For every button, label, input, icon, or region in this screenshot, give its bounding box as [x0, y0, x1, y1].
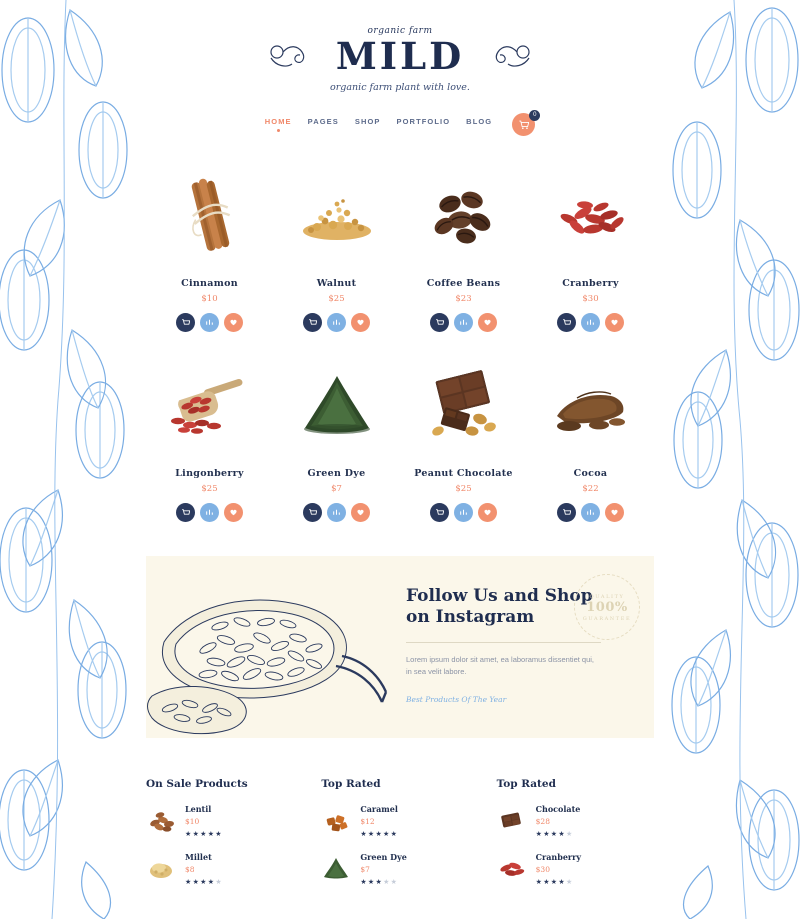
- add-to-cart-icon: [435, 318, 444, 327]
- product-price: $22: [582, 484, 599, 494]
- product-name: Coffee Beans: [426, 278, 501, 289]
- product-name: Walnut: [316, 278, 357, 289]
- site-logo-title[interactable]: MILD: [335, 34, 465, 78]
- badge-percent-value: 100: [586, 599, 615, 615]
- list-item[interactable]: [146, 852, 303, 886]
- compare-button[interactable]: [327, 313, 346, 332]
- list-item[interactable]: [321, 852, 478, 886]
- compare-button[interactable]: [581, 503, 600, 522]
- product-price: $25: [455, 484, 472, 494]
- rating-stars: ★★★★★: [535, 879, 574, 886]
- product-name: Green Dye: [307, 468, 366, 479]
- wishlist-button[interactable]: [224, 503, 243, 522]
- product-actions: [400, 503, 527, 522]
- brand-row: [132, 34, 668, 78]
- mini-product-info: [536, 804, 581, 838]
- mini-product-info: [185, 852, 223, 886]
- nav-item-home[interactable]: HOME: [265, 117, 292, 132]
- wishlist-button[interactable]: [605, 503, 624, 522]
- wishlist-button[interactable]: [605, 313, 624, 332]
- list-item[interactable]: [497, 852, 654, 886]
- product-image-cranberry: [527, 166, 654, 264]
- mini-product-image-caramel: [321, 804, 351, 834]
- compare-button[interactable]: [327, 503, 346, 522]
- product-price: $30: [582, 294, 599, 304]
- product-image-cinnamon: [146, 166, 273, 264]
- mini-product-price: $12: [360, 817, 375, 826]
- badge-percent: 100%: [586, 599, 628, 615]
- compare-icon: [205, 318, 214, 327]
- mini-product-price: $8: [185, 865, 195, 874]
- swirl-ornament-right-icon: [480, 40, 532, 74]
- product-grid: [132, 166, 668, 522]
- mini-product-name: Cranberry: [535, 852, 581, 862]
- banner-illustration-seeds-scoop: [146, 556, 394, 738]
- product-name: Cranberry: [562, 278, 619, 289]
- add-to-cart-button[interactable]: [303, 503, 322, 522]
- product-image-walnut: [273, 166, 400, 264]
- site-header: [132, 0, 668, 93]
- badge-top-label: QUALITY: [589, 593, 625, 600]
- mini-product-image-cranberry: [497, 852, 527, 882]
- product-price: $7: [331, 484, 342, 494]
- compare-icon: [586, 508, 595, 517]
- mini-product-info: [536, 852, 581, 886]
- wishlist-button[interactable]: [478, 503, 497, 522]
- mini-product-image-lentil: [146, 804, 176, 834]
- rating-stars: ★★★★★: [535, 831, 574, 838]
- bottom-product-lists: [132, 778, 668, 919]
- banner-title-line2: on Instagram: [406, 607, 535, 628]
- add-to-cart-icon: [562, 318, 571, 327]
- leaf-pattern-svg-right: [668, 0, 800, 919]
- brand-pretitle: organic farm: [367, 26, 433, 36]
- add-to-cart-icon: [181, 508, 190, 517]
- nav-item-blog[interactable]: BLOG: [466, 117, 493, 126]
- rating-stars: ★★★★★: [360, 831, 399, 838]
- rating-stars: ★★★★★: [360, 879, 399, 886]
- product-card[interactable]: [273, 166, 400, 332]
- wishlist-button[interactable]: [224, 313, 243, 332]
- mini-product-image-chocolate: [497, 804, 527, 834]
- product-image-coffee-beans: [400, 166, 527, 264]
- add-to-cart-icon: [181, 318, 190, 327]
- compare-button[interactable]: [581, 313, 600, 332]
- banner-title-line1: Follow Us and Shop: [406, 586, 593, 606]
- instagram-banner: [146, 556, 654, 738]
- cart-button[interactable]: [512, 113, 535, 136]
- compare-button[interactable]: [454, 503, 473, 522]
- wishlist-button[interactable]: [351, 313, 370, 332]
- mini-product-price: $30: [535, 865, 550, 874]
- mini-product-info: [360, 852, 407, 886]
- product-image-lingonberry: [146, 356, 273, 454]
- add-to-cart-button[interactable]: [176, 503, 195, 522]
- leaf-pattern-svg-left: [0, 0, 132, 919]
- compare-button[interactable]: [200, 503, 219, 522]
- product-actions: [146, 313, 273, 332]
- add-to-cart-icon: [308, 318, 317, 327]
- nav-item-portfolio[interactable]: PORTFOLIO: [396, 117, 451, 126]
- compare-button[interactable]: [200, 313, 219, 332]
- wishlist-heart-icon: [483, 508, 492, 517]
- mini-product-price: $28: [535, 817, 550, 826]
- nav-item-pages[interactable]: PAGES: [307, 117, 339, 126]
- list-column-top-rated-2: [497, 778, 654, 900]
- brand-tagline: organic farm plant with love.: [330, 82, 470, 93]
- product-actions: [273, 313, 400, 332]
- product-actions: [527, 503, 654, 522]
- compare-icon: [586, 318, 595, 327]
- list-column-top-rated-1: [321, 778, 478, 900]
- product-card[interactable]: [527, 356, 654, 522]
- wishlist-button[interactable]: [478, 313, 497, 332]
- compare-icon: [332, 508, 341, 517]
- list-title: Top Rated: [496, 778, 556, 790]
- product-card[interactable]: [273, 356, 400, 522]
- product-image-peanut-chocolate: [400, 356, 527, 454]
- wishlist-heart-icon: [356, 318, 365, 327]
- product-name: Lingonberry: [175, 468, 244, 479]
- mini-product-info: [185, 804, 223, 838]
- product-card[interactable]: [146, 356, 273, 522]
- wishlist-heart-icon: [229, 318, 238, 327]
- banner-link[interactable]: Best Products Of The Year: [406, 695, 507, 704]
- cart-icon: [518, 119, 529, 130]
- compare-icon: [205, 508, 214, 517]
- mini-product-name: Millet: [185, 852, 212, 862]
- product-name: Peanut Chocolate: [414, 468, 513, 479]
- product-name: Cocoa: [573, 468, 608, 479]
- list-title: On Sale Products: [146, 778, 248, 790]
- product-price: $25: [328, 294, 345, 304]
- list-item[interactable]: [321, 804, 478, 838]
- wishlist-heart-icon: [229, 508, 238, 517]
- compare-icon: [332, 318, 341, 327]
- product-actions: [146, 503, 273, 522]
- add-to-cart-icon: [562, 508, 571, 517]
- mini-product-price: $10: [185, 817, 200, 826]
- mini-product-name: Green Dye: [360, 852, 407, 862]
- nav-item-shop[interactable]: SHOP: [354, 117, 381, 126]
- decorative-leaf-pattern-right: [668, 0, 800, 919]
- product-card[interactable]: [400, 356, 527, 522]
- cart-count-badge: 0: [529, 110, 540, 121]
- product-image-cocoa: [527, 356, 654, 454]
- compare-icon: [459, 318, 468, 327]
- mini-product-info: [360, 804, 398, 838]
- mini-product-price: $7: [360, 865, 370, 874]
- list-item[interactable]: [146, 804, 303, 838]
- product-actions: [273, 503, 400, 522]
- rating-stars: ★★★★★: [185, 879, 223, 886]
- product-card[interactable]: [146, 166, 273, 332]
- list-item[interactable]: [497, 804, 654, 838]
- mini-product-name: Caramel: [360, 804, 398, 814]
- add-to-cart-button[interactable]: [557, 313, 576, 332]
- decorative-leaf-pattern-left: [0, 0, 132, 919]
- wishlist-heart-icon: [483, 318, 492, 327]
- quality-guarantee-badge: [574, 574, 640, 640]
- add-to-cart-button[interactable]: [557, 503, 576, 522]
- swirl-ornament-left-icon: [268, 40, 320, 74]
- product-price: $23: [455, 294, 472, 304]
- rating-stars: ★★★★★: [185, 831, 223, 838]
- product-price: $25: [201, 484, 218, 494]
- product-card[interactable]: [400, 166, 527, 332]
- mini-product-name: Lentil: [185, 804, 212, 814]
- add-to-cart-icon: [308, 508, 317, 517]
- add-to-cart-button[interactable]: [303, 313, 322, 332]
- mini-product-image-millet: [146, 852, 176, 882]
- list-column-on-sale: [146, 778, 303, 900]
- banner-divider: [406, 642, 601, 643]
- list-title: Top Rated: [321, 778, 381, 790]
- add-to-cart-button[interactable]: [176, 313, 195, 332]
- main-navigation: [132, 113, 668, 136]
- wishlist-heart-icon: [356, 508, 365, 517]
- product-image-green-dye: [273, 356, 400, 454]
- compare-button[interactable]: [454, 313, 473, 332]
- product-card[interactable]: [527, 166, 654, 332]
- add-to-cart-icon: [435, 508, 444, 517]
- add-to-cart-button[interactable]: [430, 313, 449, 332]
- mini-product-name: Chocolate: [535, 804, 581, 814]
- product-name: Cinnamon: [181, 278, 238, 289]
- product-actions: [400, 313, 527, 332]
- main-content: [132, 0, 668, 919]
- banner-description: Lorem ipsum dolor sit amet, ea laboramus dissentiet qui, in sea velit labore.: [406, 654, 595, 677]
- wishlist-heart-icon: [610, 318, 619, 327]
- mini-product-image-green-dye: [321, 852, 351, 882]
- product-actions: [527, 313, 654, 332]
- compare-icon: [459, 508, 468, 517]
- wishlist-heart-icon: [610, 508, 619, 517]
- wishlist-button[interactable]: [351, 503, 370, 522]
- add-to-cart-button[interactable]: [430, 503, 449, 522]
- product-price: $10: [201, 294, 218, 304]
- badge-bottom-label: GUARANTEE: [582, 615, 632, 622]
